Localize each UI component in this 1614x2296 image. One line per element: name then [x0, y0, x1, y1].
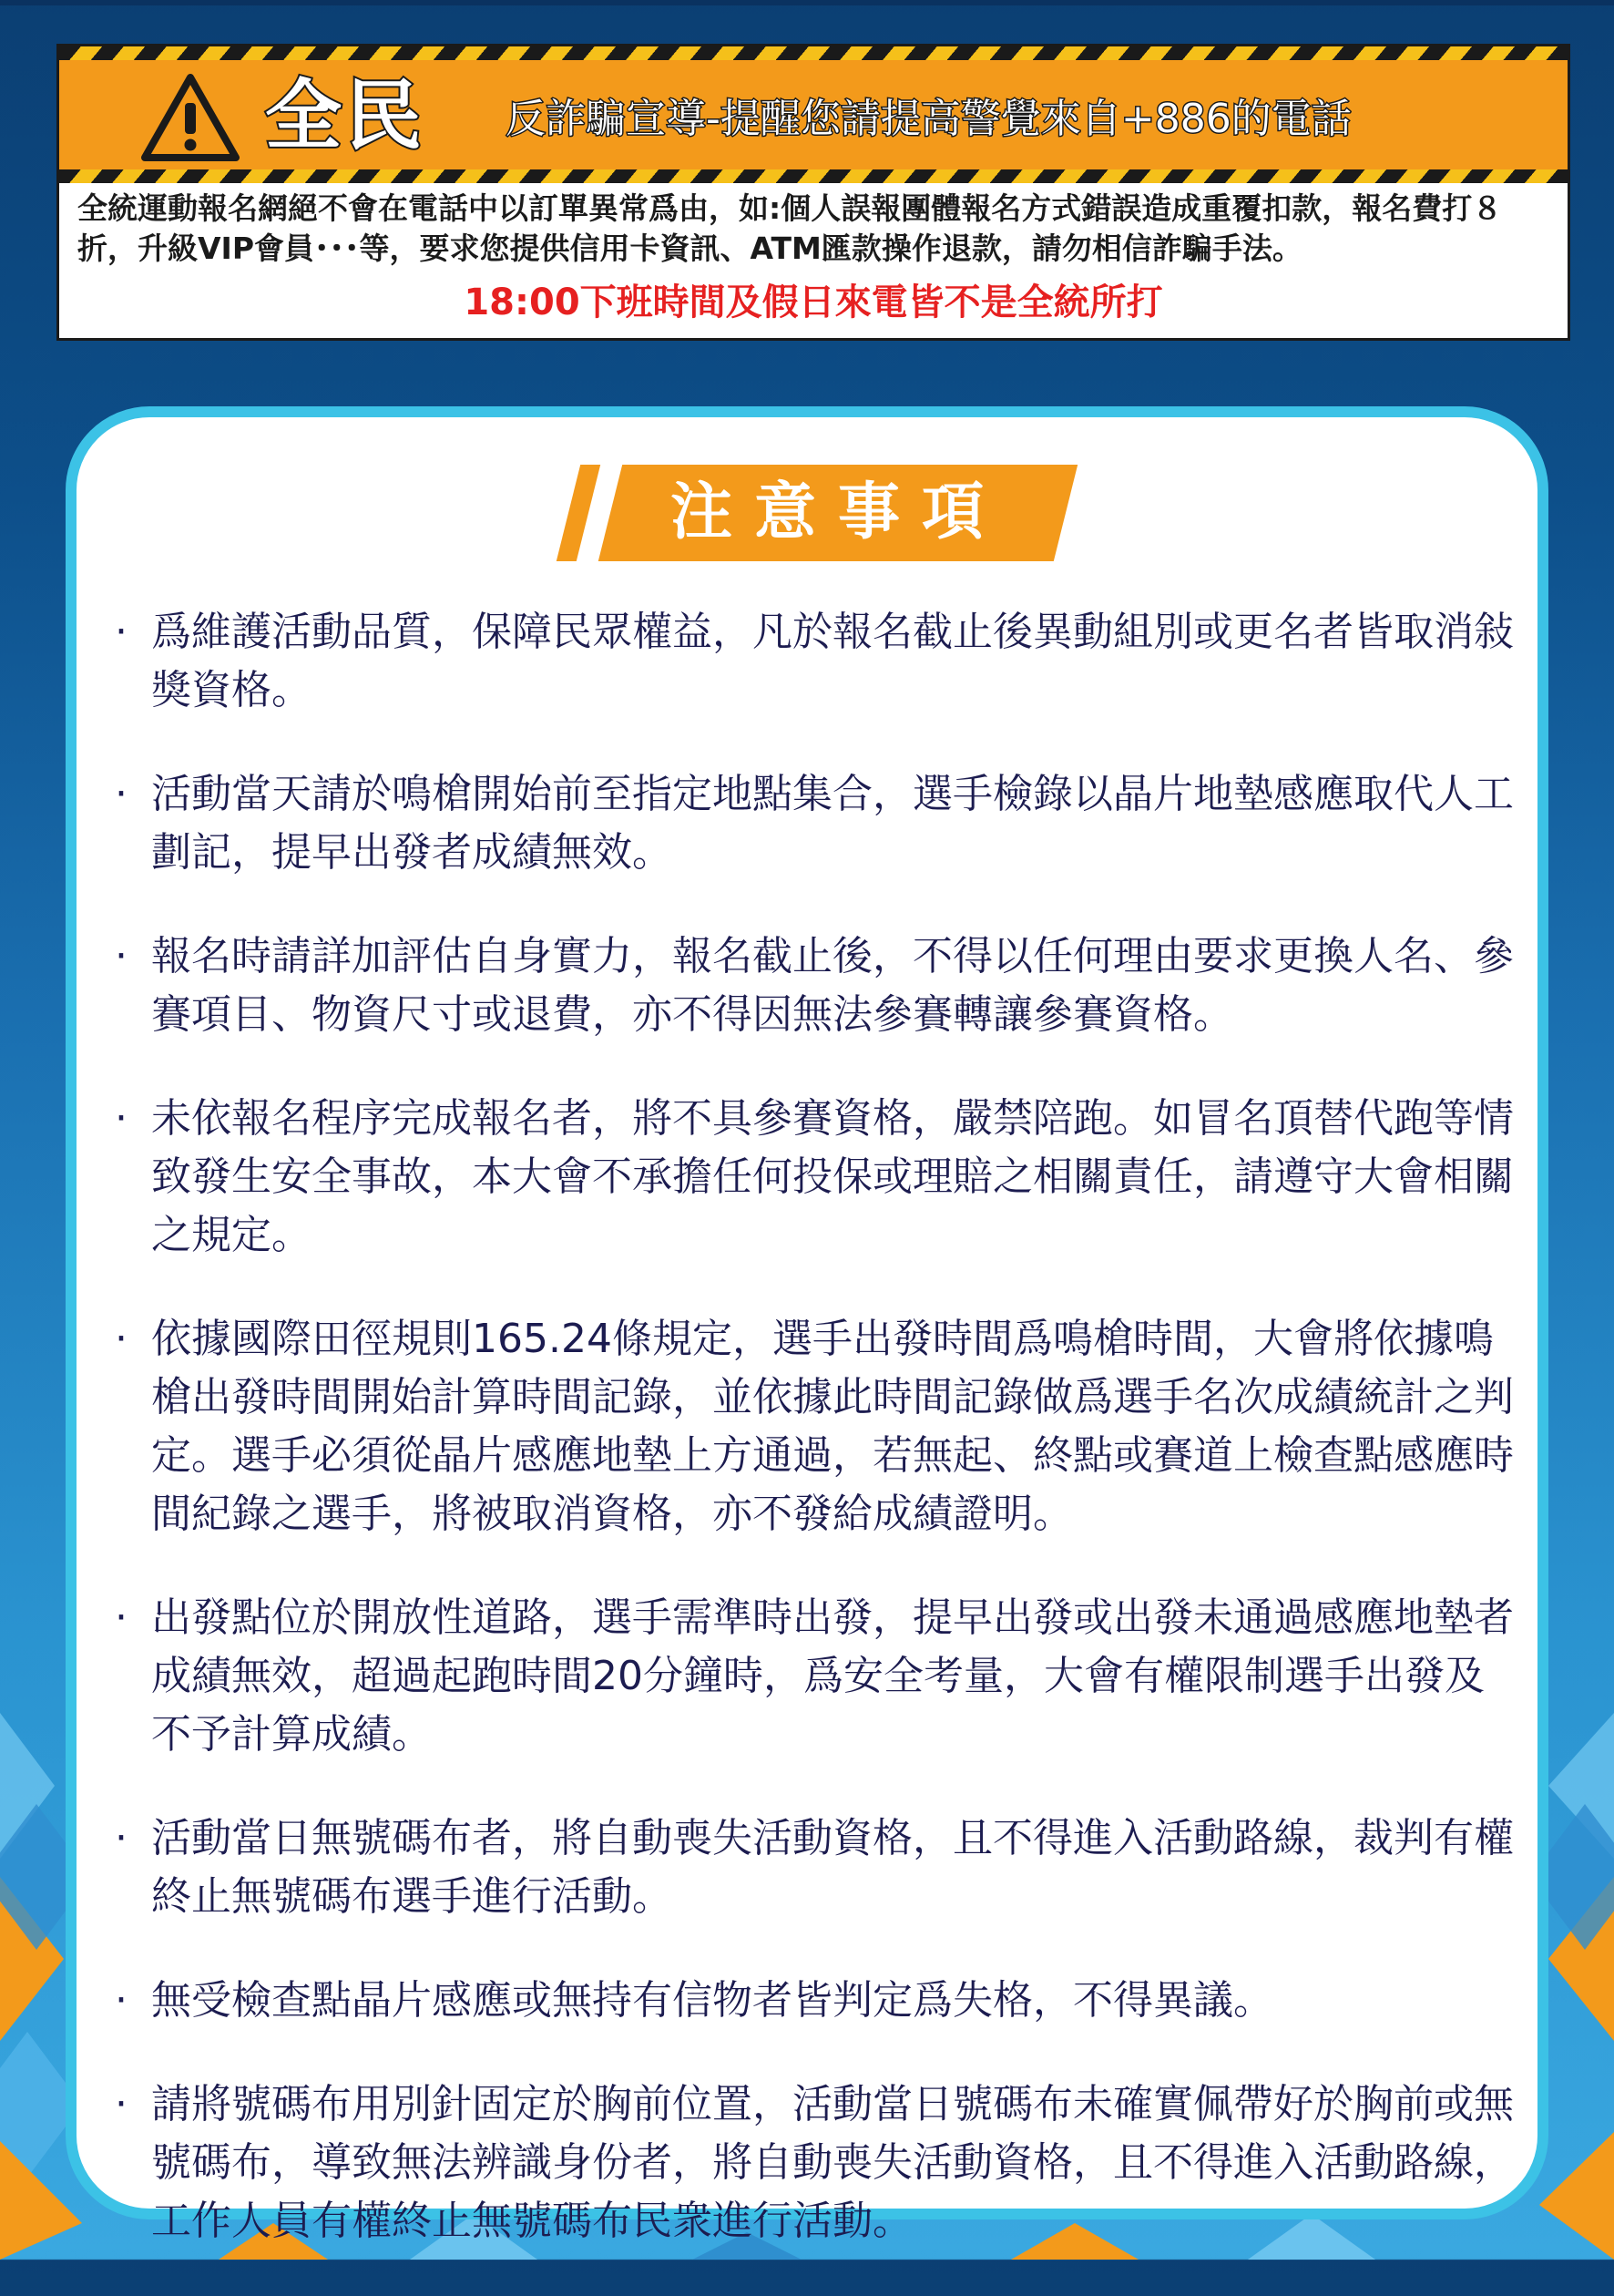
bullet-dot: ·	[115, 1977, 128, 2024]
notice-item-text: 爲維護活動品質，保障民眾權益，凡於報名截止後異動組別或更名者皆取消敍獎資格。	[151, 609, 1514, 713]
notice-card	[66, 406, 1548, 2244]
notice-item	[111, 1809, 1514, 1926]
bullet-dot: ·	[115, 1095, 128, 1142]
notice-item	[111, 1589, 1514, 1764]
notice-item	[111, 928, 1514, 1044]
bullet-dot: ·	[115, 2081, 128, 2127]
fraud-warning-banner	[56, 44, 1570, 341]
notice-item	[111, 1972, 1514, 2030]
notice-item-text: 請將號碼布用別針固定於胸前位置，活動當日號碼布未確實佩帶好於胸前或無號碼布，導致無法辨識身份者，將自動喪失活動資格，且不得進入活動路線，工作人員有權終止無號碼布民衆進行活動。	[151, 2081, 1514, 2244]
bullet-dot: ·	[115, 771, 128, 817]
bullet-dot: ·	[115, 1815, 128, 1861]
warning-big-label: 全民	[265, 71, 426, 160]
warning-body-text	[77, 189, 1551, 269]
notice-item-text: 活動當日無號碼布者，將自動喪失活動資格，且不得進入活動路線，裁判有權終止無號碼布選手進行活動。	[151, 1815, 1514, 1920]
warning-red-line: 18:00下班時間及假日來電皆不是全統所打	[464, 282, 1163, 323]
notice-list	[111, 603, 1514, 2296]
notice-item	[111, 765, 1514, 882]
title-slash-decoration	[557, 465, 600, 561]
warning-subtitle: 反詐騙宣導-提醒您請提高警覺來自+886的電話	[506, 96, 1352, 142]
notice-item-text: 報名時請詳加評估自身實力，報名截止後，不得以任何理由要求更換人名、參賽項目、物資尺寸或退費，亦不得因無法參賽轉讓參賽資格。	[151, 933, 1514, 1038]
notice-item	[111, 1090, 1514, 1265]
hazard-stripe-bottom	[59, 169, 1568, 183]
bullet-dot: ·	[115, 933, 128, 979]
hazard-stripe-top	[59, 46, 1568, 60]
notice-title: 注意事項	[669, 477, 1006, 548]
bullet-dot: ·	[115, 1316, 128, 1362]
warning-header	[59, 46, 1568, 183]
notice-item	[111, 2076, 1514, 2250]
warning-body: 全統運動報名網絕不會在電話中以訂單異常爲由，如:個人誤報團體報名方式錯誤造成重覆扣款，報名費打８折，升級VIP會員･･･等，要求您提供信用卡資訊、ATM匯款操作退款，請勿相信詐騙手法。	[77, 190, 1503, 266]
notice-item	[111, 603, 1514, 720]
notice-item-text: 出發點位於開放性道路，選手需準時出發，提早出發或出發未通過感應地墊者成績無效，超過起跑時間20分鐘時，爲安全考量，大會有權限制選手出發及不予計算成績。	[151, 1594, 1514, 1758]
bullet-dot: ·	[115, 609, 128, 655]
warning-triangle-icon	[139, 72, 241, 163]
notice-title-badge	[559, 465, 1078, 561]
notice-item-text: 依據國際田徑規則165.24條規定，選手出發時間爲鳴槍時間，大會將依據鳴槍出發時間開始計算時間記錄，並依據此時間記錄做爲選手名次成績統計之判定。選手必須從晶片感應地墊上方通過，若無起、終點或賽道上檢查點感應時間紀錄之選手，將被取消資格，亦不發給成績證明。	[151, 1316, 1514, 1537]
bullet-dot: ·	[115, 1594, 128, 1641]
notice-item-text: 活動當天請於鳴槍開始前至指定地點集合，選手檢錄以晶片地墊感應取代人工劃記，提早出發者成績無效。	[151, 771, 1514, 876]
notice-item	[111, 1310, 1514, 1543]
notice-item-text: 未依報名程序完成報名者，將不具參賽資格，嚴禁陪跑。如冒名頂替代跑等情致發生安全事故，本大會不承擔任何投保或理賠之相關責任，請遵守大會相關之規定。	[151, 1095, 1514, 1258]
notice-item-text: 無受檢查點晶片感應或無持有信物者皆判定爲失格，不得異議。	[151, 1977, 1273, 2024]
